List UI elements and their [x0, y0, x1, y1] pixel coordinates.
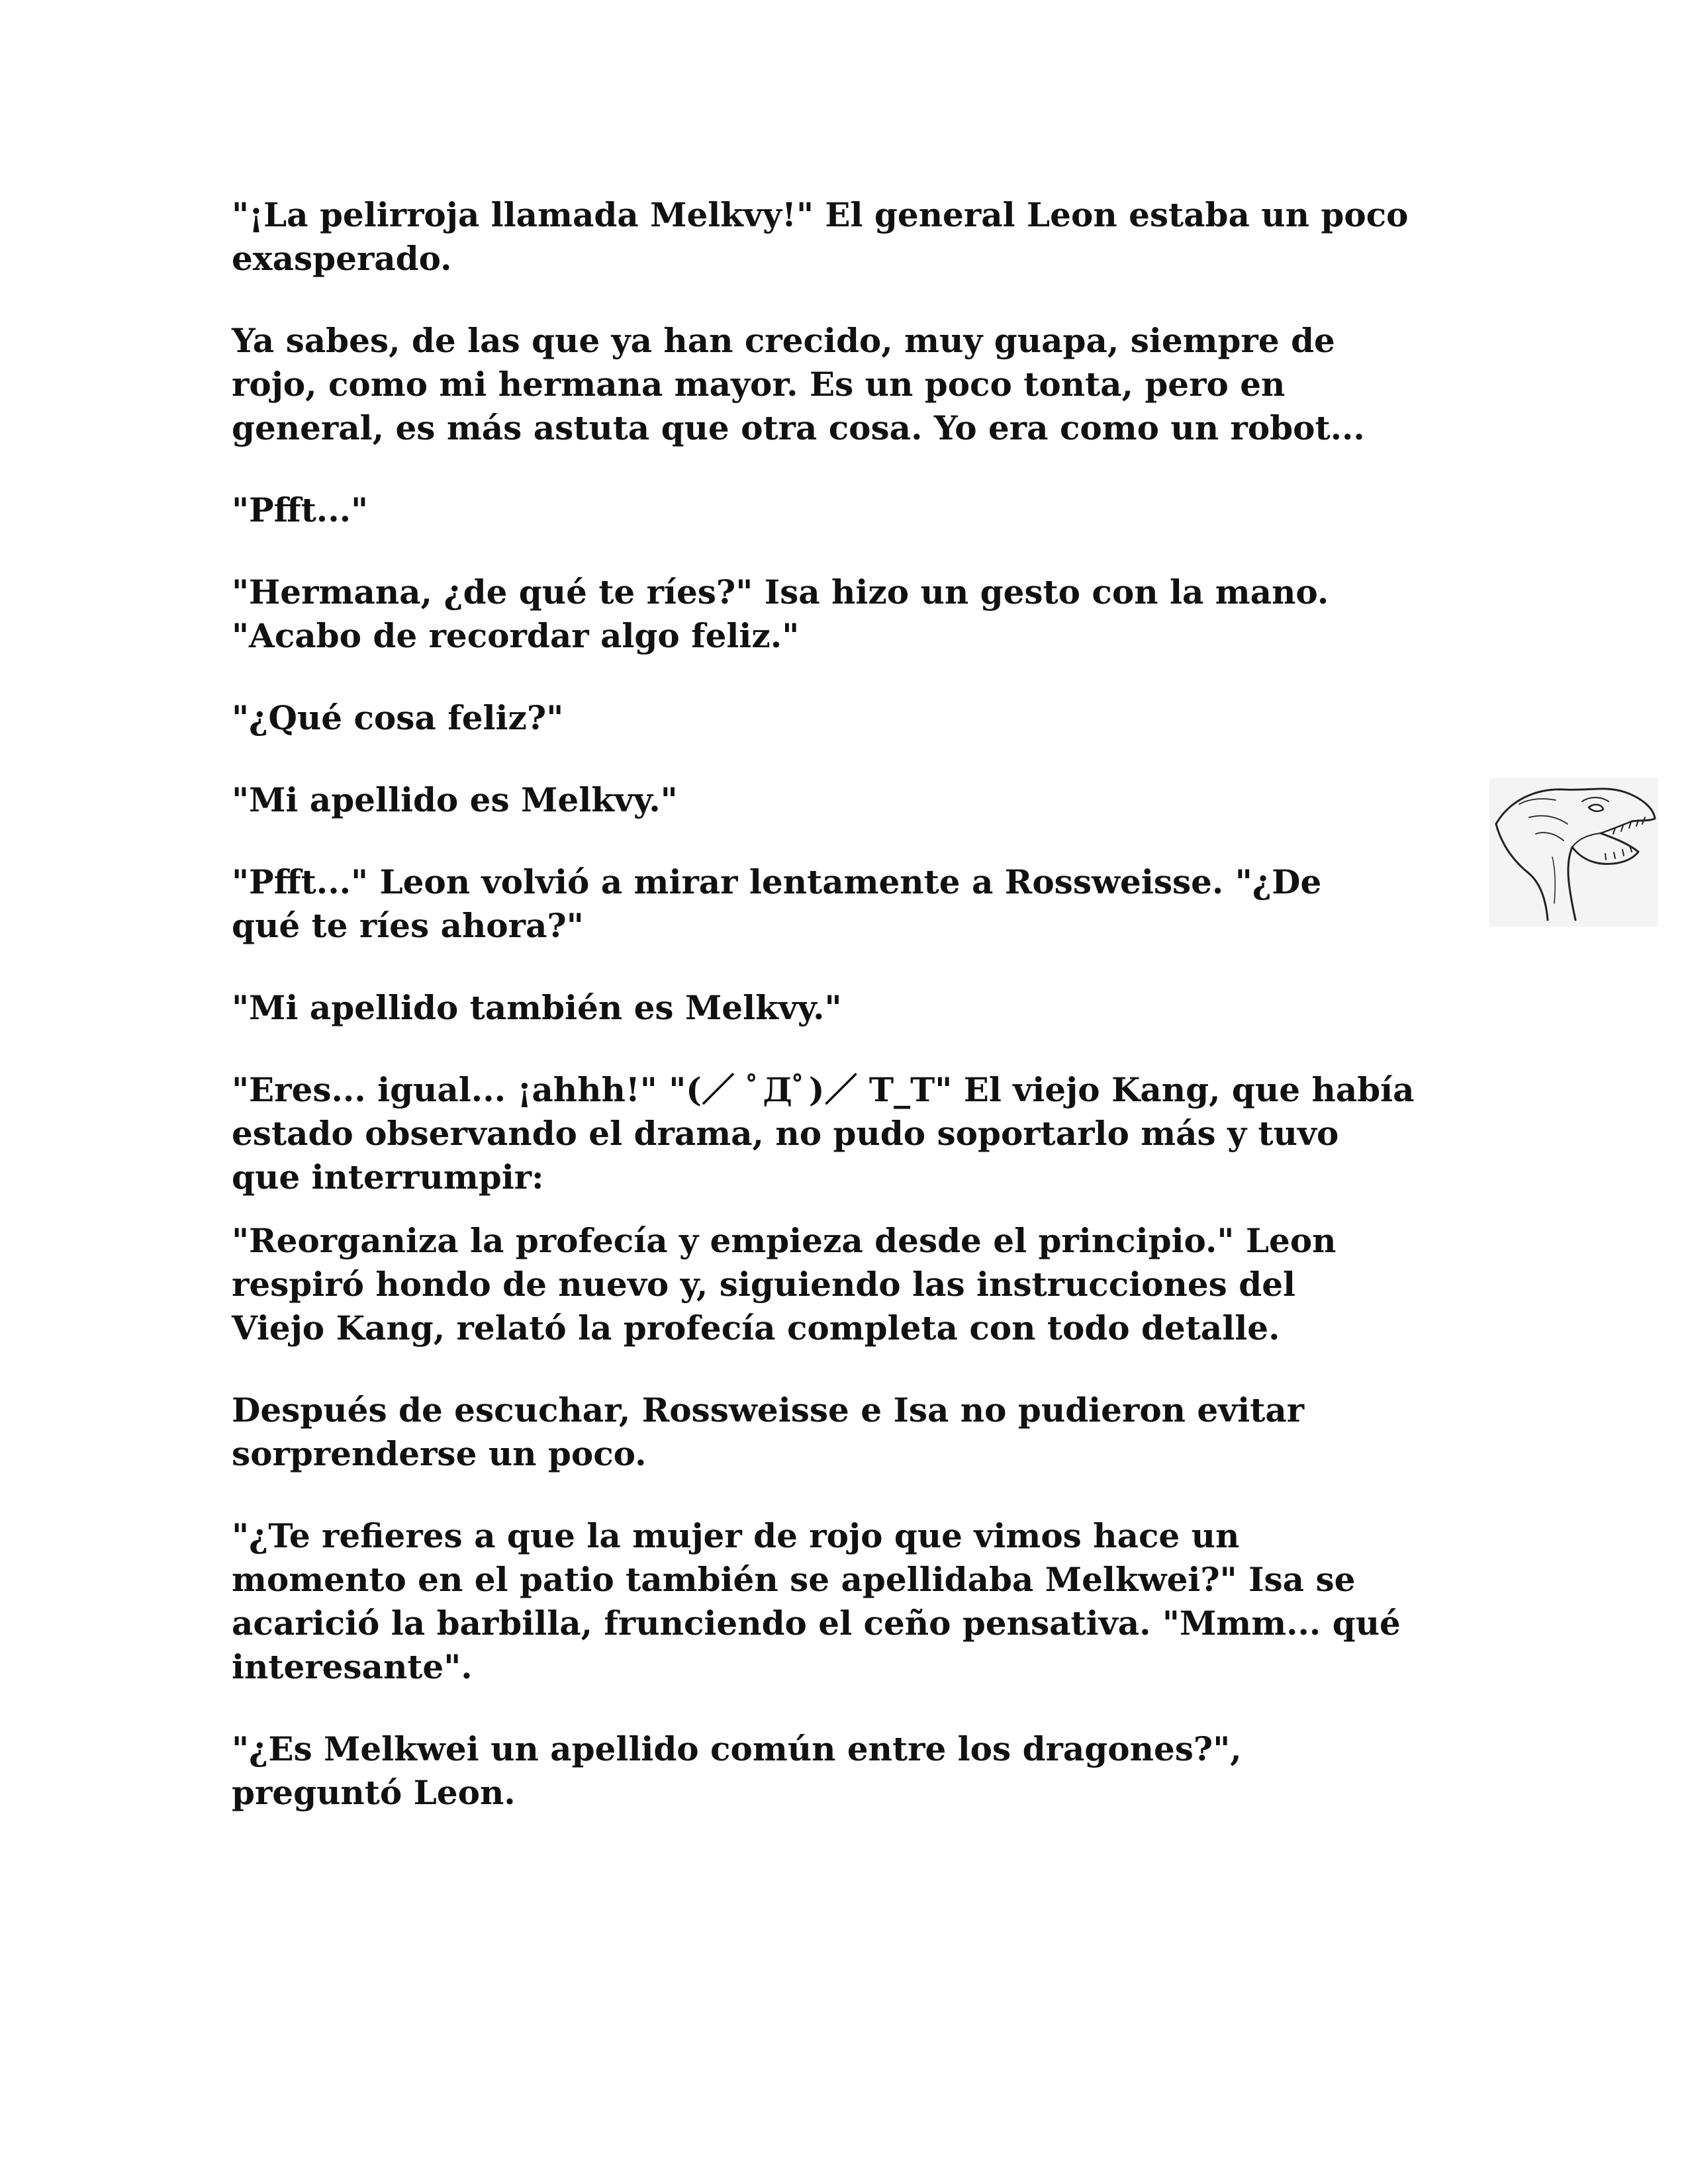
paragraph: "Mi apellido es Melkvy.": [232, 780, 678, 819]
paragraph: "Reorganiza la profecía y empieza desde el principio." Leon respiró hondo de nuevo y, siguiendo las instrucciones del Viejo Kang, relató la profecía completa con todo detalle.: [232, 1221, 1336, 1347]
dinosaur-head-sketch-icon: [1489, 778, 1658, 927]
paragraph: "Pfft..." Leon volvió a mirar lentamente a Rossweisse. "¿De qué te ríes ahora?": [232, 862, 1322, 945]
paragraph: "Eres... igual... ¡ahhh!" "(／ ﾟДﾟ)／ T_T" El viejo Kang, que había estado observando el drama, no pudo soportarlo más y tuvo que interrumpir:: [232, 1070, 1415, 1197]
story-text: [232, 193, 1476, 1853]
paragraph: "¡La pelirroja llamada Melkvy!" El general Leon estaba un poco exasperado.: [232, 195, 1409, 278]
paragraph: "Pfft...": [232, 490, 369, 529]
paragraph: "Mi apellido también es Melkvy.": [232, 988, 842, 1027]
paragraph: Ya sabes, de las que ya han crecido, muy guapa, siempre de rojo, como mi hermana mayor. Es un poco tonta, pero en general, es más astuta que otra cosa. Yo era como un robot...: [232, 321, 1365, 447]
paragraph: Después de escuchar, Rossweisse e Isa no pudieron evitar sorprenderse un poco.: [232, 1390, 1305, 1473]
paragraph: "Hermana, ¿de qué te ríes?" Isa hizo un gesto con la mano. "Acabo de recordar algo feliz.": [232, 572, 1329, 655]
paragraph: "¿Es Melkwei un apellido común entre los dragones?", preguntó Leon.: [232, 1729, 1242, 1812]
paragraph: "¿Qué cosa feliz?": [232, 698, 564, 737]
paragraph: "¿Te refieres a que la mujer de rojo que vimos hace un momento en el patio también se apellidaba Melkwei?" Isa se acarició la barbilla, frunciendo el ceño pensativa. "Mmm... qué interesante".: [232, 1516, 1401, 1686]
